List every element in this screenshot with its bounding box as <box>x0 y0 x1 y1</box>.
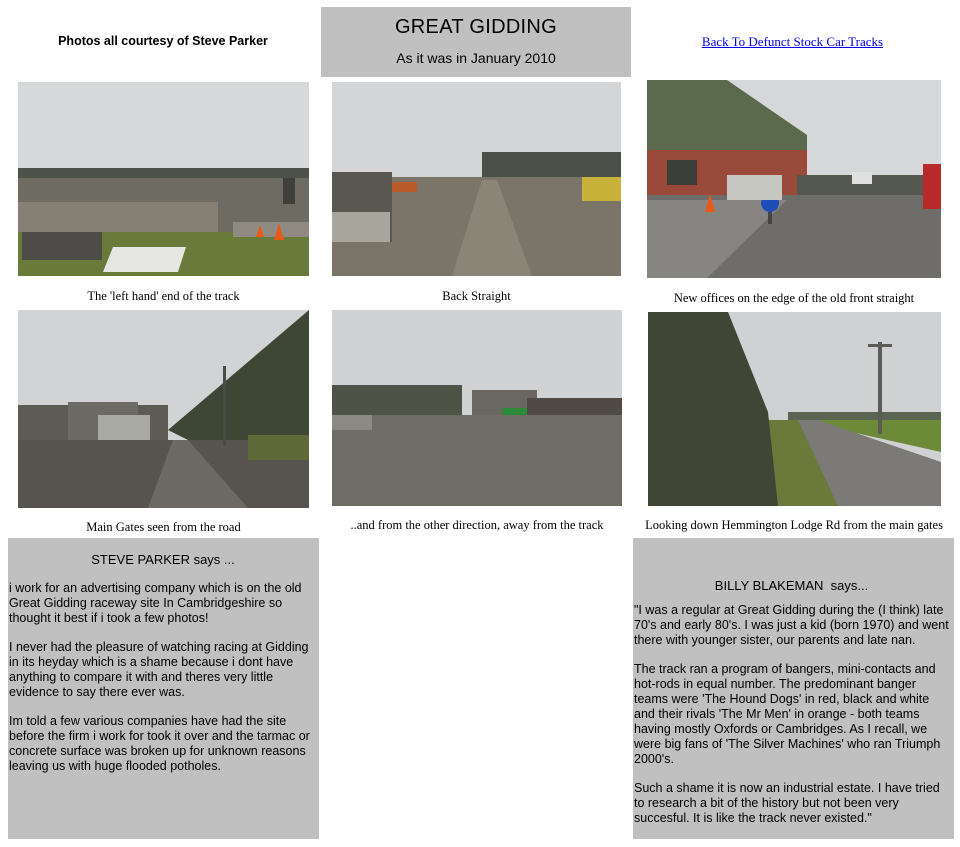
photo-main-gates <box>18 310 309 508</box>
comment-paragraph: Such a shame it is now an industrial estate. I have tried to research a bit of the history but not been very succesful. It is like the track never existed." <box>634 781 940 825</box>
comment-paragraph: The track ran a program of bangers, mini-contacts and hot-rods in equal number. The predominant banger teams were 'The Hound Dogs' in red, black and white and their rivals 'The Mr Men' in orange - both teams having mostly Oxfords or Cambridges. As I recall, we were big fans of 'The Silver Machines' who ran Triumph 2000's. <box>634 662 941 766</box>
photo-caption: Back Straight <box>442 289 511 303</box>
photo-new-offices <box>647 80 941 278</box>
comment-heading: BILLY BLAKEMAN says... <box>714 578 869 593</box>
comment-paragraph: i work for an advertising company which is on the old Great Gidding raceway site In Cambridgeshire so thought it best if i took a few photos! <box>9 581 302 625</box>
photo-hemmington-lodge-rd <box>648 312 941 506</box>
photo-back-straight <box>332 82 621 276</box>
photo-caption: The 'left hand' end of the track <box>87 289 240 303</box>
comment-paragraph: I never had the pleasure of watching racing at Gidding in its heyday which is a shame because i dont have anything to compare it with and theres very little evidence to say there ever was. <box>9 640 309 699</box>
steve-parker-comment <box>8 538 319 839</box>
photo-caption: Looking down Hemmington Lodge Rd from the main gates <box>645 518 943 532</box>
back-to-defunct-tracks-link[interactable]: Back To Defunct Stock Car Tracks <box>701 34 884 49</box>
photo-caption: Main Gates seen from the road <box>86 520 241 534</box>
photo-other-direction <box>332 310 622 506</box>
photo-credit: Photos all courtesy of Steve Parker <box>58 34 268 48</box>
photo-caption: ..and from the other direction, away from the track <box>350 518 604 532</box>
comment-heading: STEVE PARKER says ... <box>91 552 235 567</box>
comment-paragraph: "I was a regular at Great Gidding during the (I think) late 70's and early 80's. I was just a kid (born 1970) and went there with younger sister, our parents and late nan. <box>634 603 949 647</box>
comment-paragraph: Im told a few various companies have had the site before the firm i work for took it over and the tarmac or concrete surface was broken up for unknown reasons leaving us with huge flooded potholes. <box>9 714 310 773</box>
billy-blakeman-comment <box>633 538 954 839</box>
photo-caption: New offices on the edge of the old front straight <box>673 291 915 305</box>
title-box <box>321 7 631 77</box>
photo-left-hand-end <box>18 82 309 276</box>
page-title: GREAT GIDDING <box>394 16 558 38</box>
page-subtitle: As it was in January 2010 <box>396 50 556 66</box>
